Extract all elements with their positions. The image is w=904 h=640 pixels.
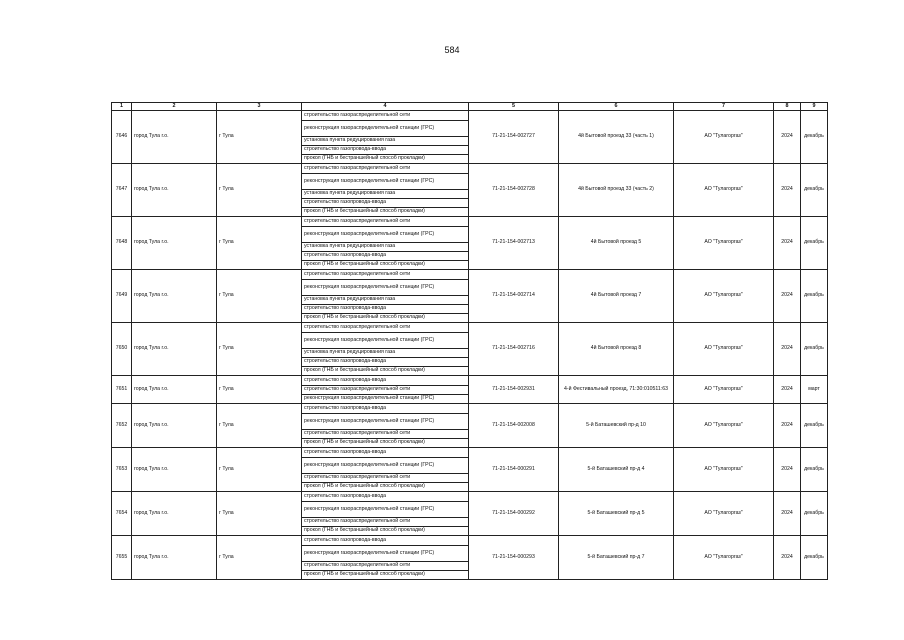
work-item: строительство газопровода-ввода bbox=[302, 145, 468, 154]
municipality-cell: город Тула г.о. bbox=[132, 376, 217, 404]
work-item: строительство газораспределительной сети bbox=[304, 270, 411, 277]
year-cell: 2024 bbox=[774, 492, 801, 536]
page-number: 584 bbox=[444, 45, 460, 55]
works-cell bbox=[302, 111, 469, 164]
municipality-cell: город Тула г.о. bbox=[132, 217, 217, 270]
month-cell: декабрь bbox=[801, 536, 828, 580]
object-code-cell: 71-21-154-002713 bbox=[469, 217, 559, 270]
address-cell: 4й Бытовой проезд 33 (часть 1) bbox=[559, 111, 674, 164]
month-cell: декабрь bbox=[801, 270, 828, 323]
work-item: строительство газораспределительной сети bbox=[302, 429, 468, 438]
work-item: реконструкция газораспределительной станции (ГРС) bbox=[302, 279, 468, 295]
column-header: 3 bbox=[217, 103, 302, 111]
object-code-cell: 71-21-154-002727 bbox=[469, 111, 559, 164]
work-item: строительство газораспределительной сети bbox=[304, 164, 411, 171]
row-number: 7649 bbox=[112, 270, 132, 323]
work-item: строительство газопровода-ввода bbox=[304, 492, 387, 499]
work-item: строительство газораспределительной сети bbox=[302, 385, 468, 394]
locality-cell: г Тула bbox=[217, 448, 302, 492]
work-item: установка пункта редуцирования газа bbox=[302, 348, 468, 357]
locality-cell: г Тула bbox=[217, 404, 302, 448]
year-cell: 2024 bbox=[774, 536, 801, 580]
column-header: 1 bbox=[112, 103, 132, 111]
locality-cell: г Тула bbox=[217, 376, 302, 404]
work-item: прокол (ГНБ и бестраншейный способ прокладки) bbox=[302, 313, 468, 322]
address-cell: 5-й Баташевский пр-д 7 bbox=[559, 536, 674, 580]
work-item: строительство газопровода-ввода bbox=[304, 448, 387, 455]
works-cell bbox=[302, 492, 469, 536]
address-cell: 4й Бытовой проезд 7 bbox=[559, 270, 674, 323]
work-item: строительство газораспределительной сети bbox=[302, 561, 468, 570]
address-cell: 5-й Баташевский пр-д 5 bbox=[559, 492, 674, 536]
month-cell: декабрь bbox=[801, 448, 828, 492]
column-header: 8 bbox=[774, 103, 801, 111]
work-item: прокол (ГНБ и бестраншейный способ прокладки) bbox=[302, 260, 468, 269]
work-item: установка пункта редуцирования газа bbox=[302, 136, 468, 145]
work-item: прокол (ГНБ и бестраншейный способ прокладки) bbox=[302, 154, 468, 163]
object-code-cell: 71-21-154-002728 bbox=[469, 164, 559, 217]
work-item: реконструкция газораспределительной станции (ГРС) bbox=[302, 226, 468, 242]
row-number: 7653 bbox=[112, 448, 132, 492]
table-row bbox=[112, 404, 828, 448]
work-item: реконструкция газораспределительной станции (ГРС) bbox=[302, 413, 468, 429]
works-cell bbox=[302, 270, 469, 323]
locality-cell: г Тула bbox=[217, 323, 302, 376]
work-item: строительство газопровода-ввода bbox=[304, 536, 387, 543]
gasification-table bbox=[111, 102, 828, 580]
row-number: 7650 bbox=[112, 323, 132, 376]
object-code-cell: 71-21-154-002931 bbox=[469, 376, 559, 404]
work-item: строительство газопровода-ввода bbox=[304, 404, 387, 411]
address-cell: 4-й Фестивальный проезд, 71:30:010511:63 bbox=[559, 376, 674, 404]
object-code-cell: 71-21-154-000293 bbox=[469, 536, 559, 580]
month-cell: декабрь bbox=[801, 492, 828, 536]
work-item: прокол (ГНБ и бестраншейный способ прокладки) bbox=[302, 526, 468, 535]
object-code-cell: 71-21-154-000291 bbox=[469, 448, 559, 492]
month-cell: декабрь bbox=[801, 164, 828, 217]
work-item: реконструкция газораспределительной станции (ГРС) bbox=[302, 501, 468, 517]
address-cell: 4й Бытовой проезд 33 (часть 2) bbox=[559, 164, 674, 217]
month-cell: декабрь bbox=[801, 111, 828, 164]
work-item: строительство газораспределительной сети bbox=[304, 323, 411, 330]
column-header: 2 bbox=[132, 103, 217, 111]
work-item: строительство газопровода-ввода bbox=[302, 198, 468, 207]
work-item: строительство газопровода-ввода bbox=[302, 251, 468, 260]
year-cell: 2024 bbox=[774, 404, 801, 448]
table-row bbox=[112, 323, 828, 376]
table-row bbox=[112, 536, 828, 580]
work-item: установка пункта редуцирования газа bbox=[302, 189, 468, 198]
table-row bbox=[112, 111, 828, 164]
column-header: 6 bbox=[559, 103, 674, 111]
works-cell bbox=[302, 404, 469, 448]
row-number: 7648 bbox=[112, 217, 132, 270]
work-item: прокол (ГНБ и бестраншейный способ прокладки) bbox=[302, 207, 468, 216]
work-item: реконструкция газораспределительной станции (ГРС) bbox=[302, 545, 468, 561]
organization-cell: АО "Тулагоргаз" bbox=[674, 492, 774, 536]
organization-cell: АО "Тулагоргаз" bbox=[674, 536, 774, 580]
table-row bbox=[112, 164, 828, 217]
work-item: реконструкция газораспределительной станции (ГРС) bbox=[302, 394, 468, 403]
municipality-cell: город Тула г.о. bbox=[132, 492, 217, 536]
year-cell: 2024 bbox=[774, 111, 801, 164]
municipality-cell: город Тула г.о. bbox=[132, 164, 217, 217]
organization-cell: АО "Тулагоргаз" bbox=[674, 404, 774, 448]
works-cell bbox=[302, 323, 469, 376]
work-item: прокол (ГНБ и бестраншейный способ прокладки) bbox=[302, 482, 468, 491]
month-cell: декабрь bbox=[801, 323, 828, 376]
municipality-cell: город Тула г.о. bbox=[132, 536, 217, 580]
work-item: реконструкция газораспределительной станции (ГРС) bbox=[302, 457, 468, 473]
works-cell bbox=[302, 164, 469, 217]
year-cell: 2024 bbox=[774, 164, 801, 217]
works-cell bbox=[302, 536, 469, 580]
locality-cell: г Тула bbox=[217, 270, 302, 323]
month-cell: декабрь bbox=[801, 217, 828, 270]
object-code-cell: 71-21-154-002714 bbox=[469, 270, 559, 323]
work-item: прокол (ГНБ и бестраншейный способ прокладки) bbox=[302, 366, 468, 375]
organization-cell: АО "Тулагоргаз" bbox=[674, 448, 774, 492]
table-row bbox=[112, 448, 828, 492]
column-header: 7 bbox=[674, 103, 774, 111]
work-item: реконструкция газораспределительной станции (ГРС) bbox=[302, 120, 468, 136]
work-item: установка пункта редуцирования газа bbox=[302, 295, 468, 304]
municipality-cell: город Тула г.о. bbox=[132, 404, 217, 448]
year-cell: 2024 bbox=[774, 448, 801, 492]
locality-cell: г Тула bbox=[217, 492, 302, 536]
works-cell bbox=[302, 448, 469, 492]
work-item: реконструкция газораспределительной станции (ГРС) bbox=[302, 332, 468, 348]
column-header: 9 bbox=[801, 103, 828, 111]
year-cell: 2024 bbox=[774, 270, 801, 323]
organization-cell: АО "Тулагоргаз" bbox=[674, 270, 774, 323]
work-item: строительство газораспределительной сети bbox=[304, 111, 411, 118]
year-cell: 2024 bbox=[774, 217, 801, 270]
row-number: 7647 bbox=[112, 164, 132, 217]
work-item: прокол (ГНБ и бестраншейный способ прокладки) bbox=[302, 438, 468, 447]
table-row bbox=[112, 270, 828, 323]
object-code-cell: 71-21-154-000292 bbox=[469, 492, 559, 536]
works-cell bbox=[302, 376, 469, 404]
month-cell: март bbox=[801, 376, 828, 404]
header-row bbox=[112, 103, 828, 111]
work-item: строительство газопровода-ввода bbox=[304, 376, 387, 383]
year-cell: 2024 bbox=[774, 323, 801, 376]
work-item: прокол (ГНБ и бестраншейный способ прокладки) bbox=[302, 570, 468, 579]
address-cell: 4й Бытовой проезд 8 bbox=[559, 323, 674, 376]
organization-cell: АО "Тулагоргаз" bbox=[674, 217, 774, 270]
organization-cell: АО "Тулагоргаз" bbox=[674, 111, 774, 164]
works-cell bbox=[302, 217, 469, 270]
address-cell: 5-й Баташевский пр-д 10 bbox=[559, 404, 674, 448]
organization-cell: АО "Тулагоргаз" bbox=[674, 164, 774, 217]
municipality-cell: город Тула г.о. bbox=[132, 448, 217, 492]
work-item: строительство газопровода-ввода bbox=[302, 357, 468, 366]
year-cell: 2024 bbox=[774, 376, 801, 404]
table-row bbox=[112, 492, 828, 536]
work-item: строительство газораспределительной сети bbox=[302, 517, 468, 526]
table-row bbox=[112, 217, 828, 270]
work-item: строительство газопровода-ввода bbox=[302, 304, 468, 313]
object-code-cell: 71-21-154-002008 bbox=[469, 404, 559, 448]
municipality-cell: город Тула г.о. bbox=[132, 111, 217, 164]
column-header: 5 bbox=[469, 103, 559, 111]
row-number: 7654 bbox=[112, 492, 132, 536]
table-row bbox=[112, 376, 828, 404]
work-item: строительство газораспределительной сети bbox=[302, 473, 468, 482]
locality-cell: г Тула bbox=[217, 111, 302, 164]
work-item: установка пункта редуцирования газа bbox=[302, 242, 468, 251]
row-number: 7652 bbox=[112, 404, 132, 448]
work-item: реконструкция газораспределительной станции (ГРС) bbox=[302, 173, 468, 189]
address-cell: 4й Бытовой проезд 5 bbox=[559, 217, 674, 270]
organization-cell: АО "Тулагоргаз" bbox=[674, 376, 774, 404]
address-cell: 5-й Баташевский пр-д 4 bbox=[559, 448, 674, 492]
table-body bbox=[112, 111, 828, 580]
month-cell: декабрь bbox=[801, 404, 828, 448]
locality-cell: г Тула bbox=[217, 217, 302, 270]
municipality-cell: город Тула г.о. bbox=[132, 270, 217, 323]
organization-cell: АО "Тулагоргаз" bbox=[674, 323, 774, 376]
object-code-cell: 71-21-154-002716 bbox=[469, 323, 559, 376]
locality-cell: г Тула bbox=[217, 536, 302, 580]
row-number: 7655 bbox=[112, 536, 132, 580]
work-item: строительство газораспределительной сети bbox=[304, 217, 411, 224]
row-number: 7651 bbox=[112, 376, 132, 404]
municipality-cell: город Тула г.о. bbox=[132, 323, 217, 376]
row-number: 7646 bbox=[112, 111, 132, 164]
locality-cell: г Тула bbox=[217, 164, 302, 217]
column-header: 4 bbox=[302, 103, 469, 111]
